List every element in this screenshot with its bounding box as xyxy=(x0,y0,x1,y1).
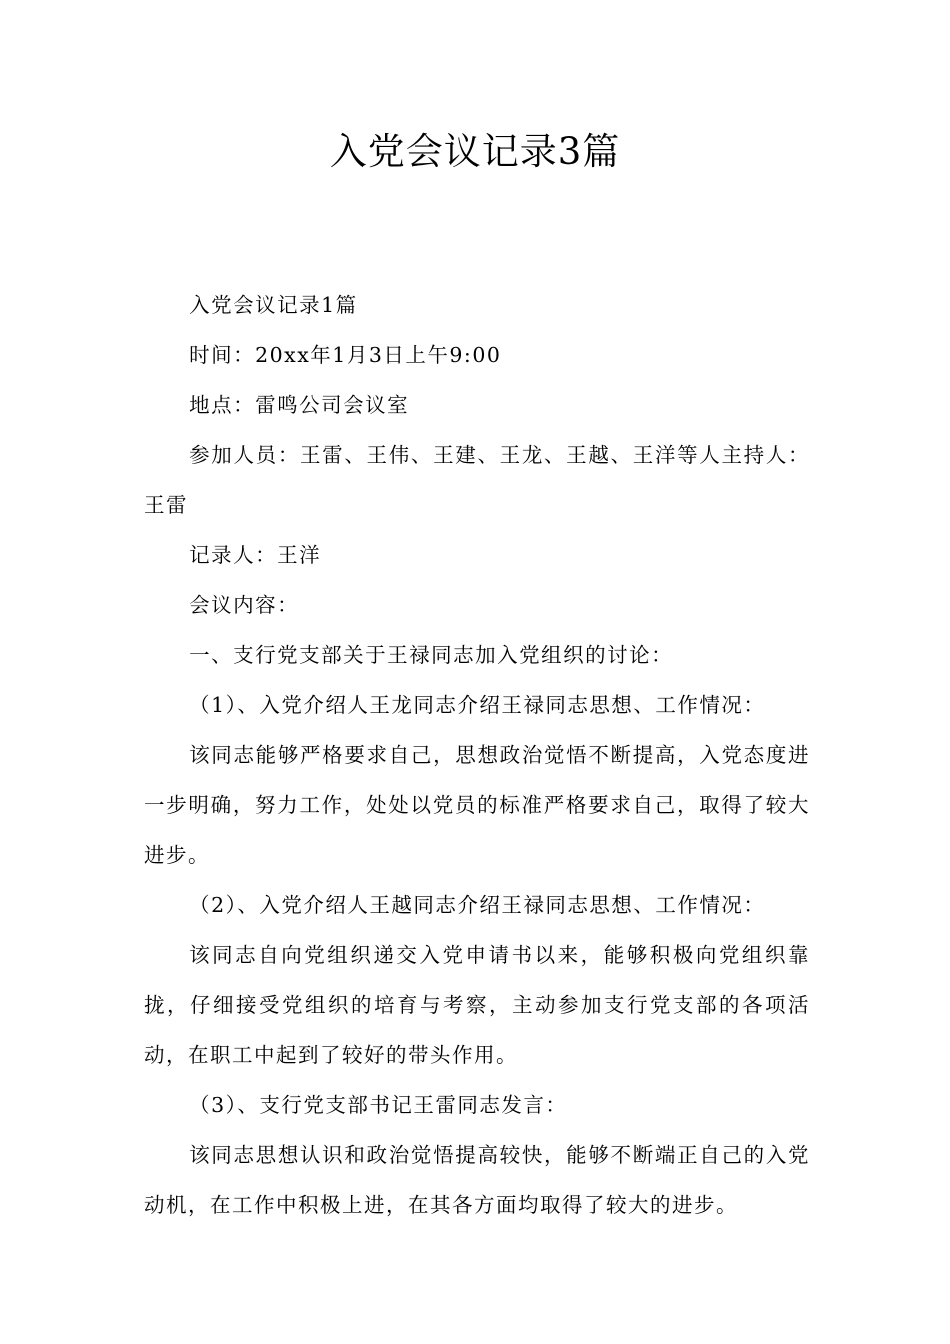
subitem-2-heading: （2）、入党介绍人王越同志介绍王禄同志思想、工作情况： xyxy=(189,893,766,917)
subitem-1-text: 该同志能够严格要求自己，思想政治觉悟不断提高，入党态度进一步明确，努力工作，处处以党员的标准严格要求自己，取得了较大进步。 xyxy=(144,743,810,867)
meeting-recorder: 记录人：王洋 xyxy=(189,543,322,567)
agenda-item-1: 一、支行党支部关于王禄同志加入党组织的讨论： xyxy=(189,643,674,667)
document-body xyxy=(144,280,810,1230)
subitem-3-heading: （3）、支行党支部书记王雷同志发言： xyxy=(189,1093,568,1117)
subitem-1-heading: （1）、入党介绍人王龙同志介绍王禄同志思想、工作情况： xyxy=(189,693,766,717)
subitem-3-text: 该同志思想认识和政治觉悟提高较快，能够不断端正自己的入党动机，在工作中积极上进，在其各方面均取得了较大的进步。 xyxy=(144,1143,810,1217)
meeting-attendees: 参加人员：王雷、王伟、王建、王龙、王越、王洋等人主持人：王雷 xyxy=(144,443,810,517)
document-title: 入党会议记录3篇 xyxy=(329,130,621,173)
section-heading: 入党会议记录1篇 xyxy=(189,293,358,317)
meeting-time: 时间：20xx年1月3日上午9:00 xyxy=(189,343,502,367)
meeting-location: 地点：雷鸣公司会议室 xyxy=(189,393,410,417)
meeting-content-label: 会议内容： xyxy=(189,593,300,617)
subitem-2-text: 该同志自向党组织递交入党申请书以来，能够积极向党组织靠拢，仔细接受党组织的培育与考察，主动参加支行党支部的各项活动，在职工中起到了较好的带头作用。 xyxy=(144,943,810,1067)
